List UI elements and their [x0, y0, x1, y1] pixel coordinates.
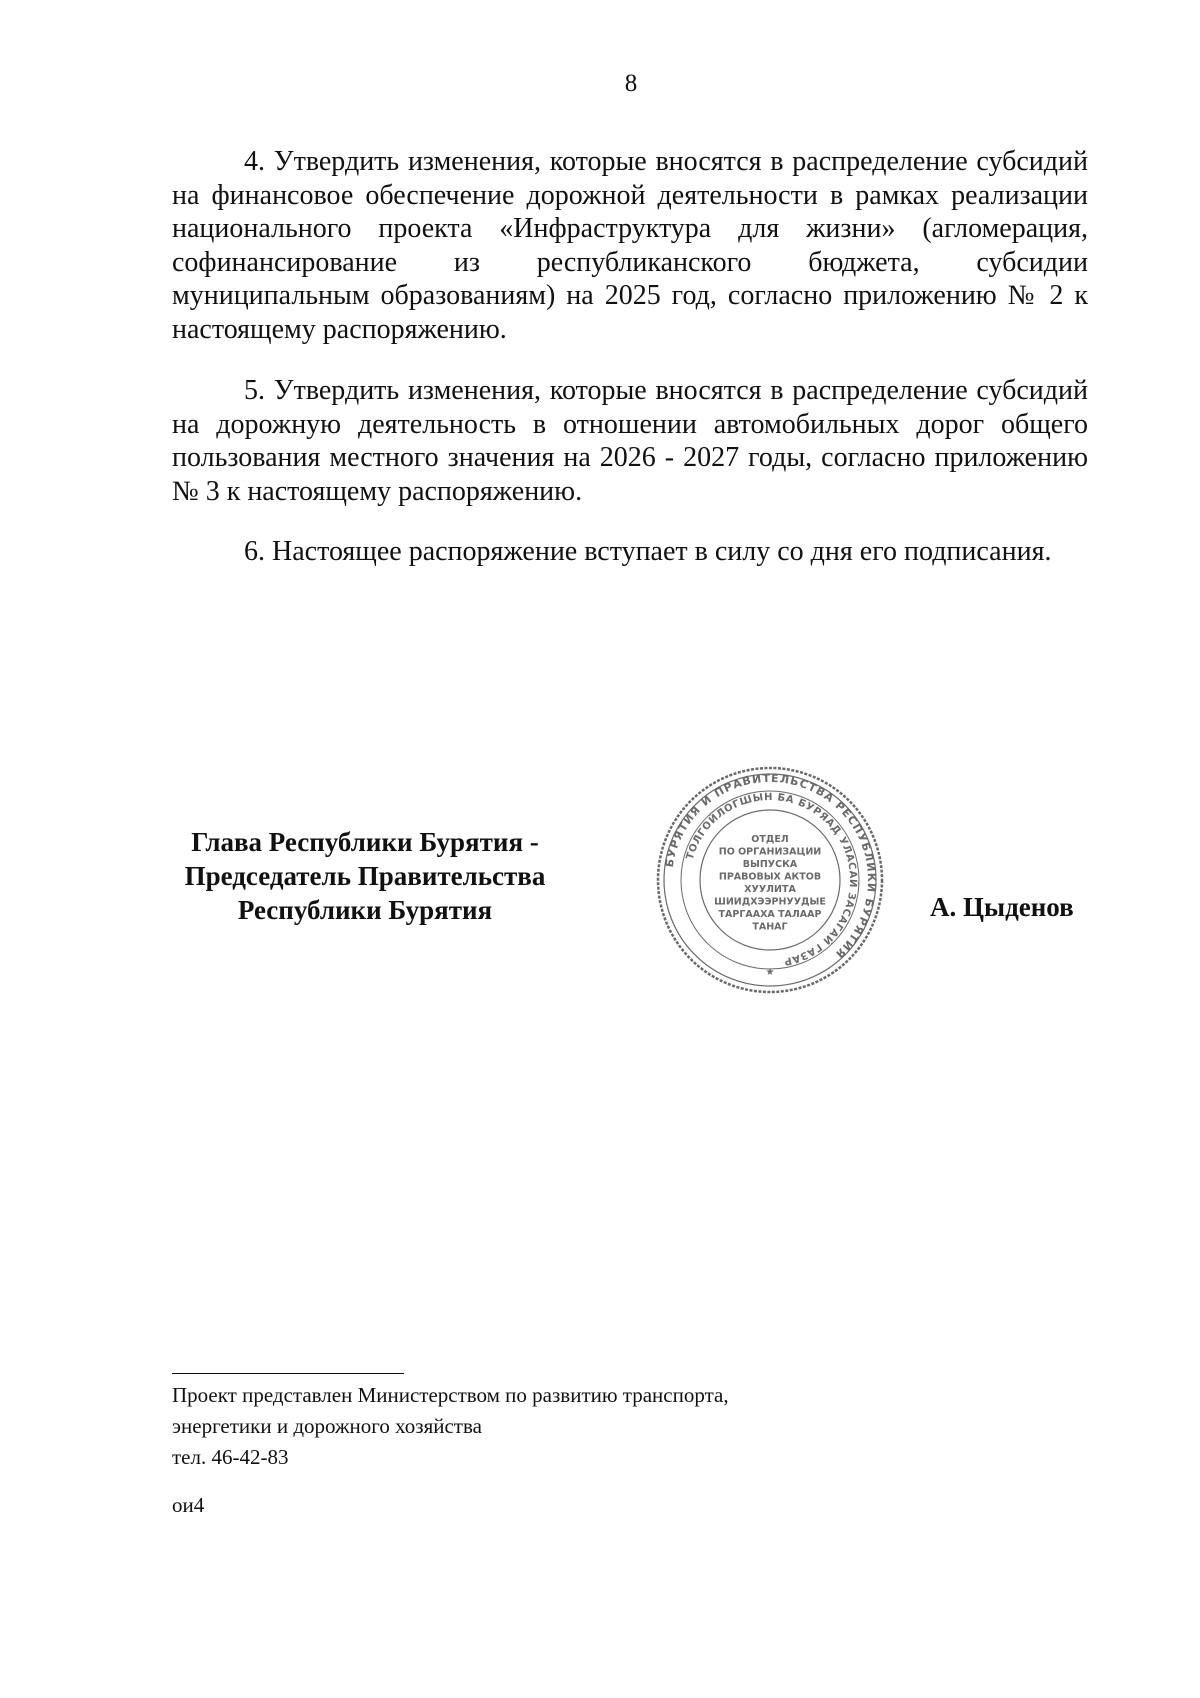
- signer-title-line-3: Республики Бурятия: [237, 895, 493, 925]
- paragraph-6: 6. Настоящее распоряжение вступает в силу со дня его подписания.: [244, 536, 1052, 567]
- seal-center-line: ТАРГААХА ТАЛААР: [718, 909, 822, 920]
- signer-title-line-2: Председатель Правительства: [184, 861, 546, 891]
- footnote: [172, 1380, 729, 1473]
- seal-center-line: ПО ОРГАНИЗАЦИИ: [718, 846, 822, 858]
- paragraph-5: 5. Утвердить изменения, которые вносятся в распределение субсидий на дорожную деятельность в отношении автомобильных дорог общего пользования местного значения на 2026 - 2027 годы, согласно приложению № 3 к настоящему распоряжению.: [172, 375, 1088, 507]
- signer-title: [160, 825, 570, 927]
- seal-center-line: ПРАВОВЫХ АКТОВ: [718, 871, 822, 883]
- seal-center-line: ОТДЕЛ: [751, 834, 789, 845]
- seal-inner-text: ТОЛГОЙЛОГШЫН БА БУРЯАД УЛАСАЙ ЗАСАГАЙ ГАЗАР: [684, 791, 859, 967]
- seal-center-line: ХУУЛИТА: [744, 884, 796, 895]
- seal-center-line: ВЫПУСКА: [742, 859, 798, 870]
- official-seal-stamp: [650, 760, 890, 1000]
- seal-center-line: ТАНАГ: [752, 921, 788, 933]
- signer-name: А. Цыденов: [930, 892, 1074, 922]
- footnote-line-2: энергетики и дорожного хозяйства: [172, 1414, 482, 1438]
- seal-outer-text: БУРЯТИЯ И ПРАВИТЕЛЬСТВА РЕСПУБЛИКИ БУРЯТИЯ: [662, 771, 879, 962]
- footnote-divider: [172, 1373, 404, 1374]
- svg-text:★: ★: [765, 967, 775, 978]
- document-code: ои4: [172, 1493, 205, 1517]
- page-number: 8: [624, 70, 638, 97]
- footnote-line-1: Проект представлен Министерством по развитию транспорта,: [172, 1383, 729, 1407]
- footnote-line-3: тел. 46-42-83: [172, 1445, 289, 1469]
- paragraph-4: 4. Утвердить изменения, которые вносятся в распределение субсидий на финансовое обеспечение дорожной деятельности в рамках реализации национального проекта «Инфраструктура для жизни» (агломерация, софинансирование из республиканского бюджета, субсидии муниципальным образованиям) на 2025 год, согласно приложению № 2 к настоящему распоряжению.: [172, 146, 1088, 345]
- seal-center-line: ШИИДХЭЭРНУУДЫЕ: [714, 896, 826, 908]
- signer-title-line-1: Глава Республики Бурятия -: [191, 827, 539, 857]
